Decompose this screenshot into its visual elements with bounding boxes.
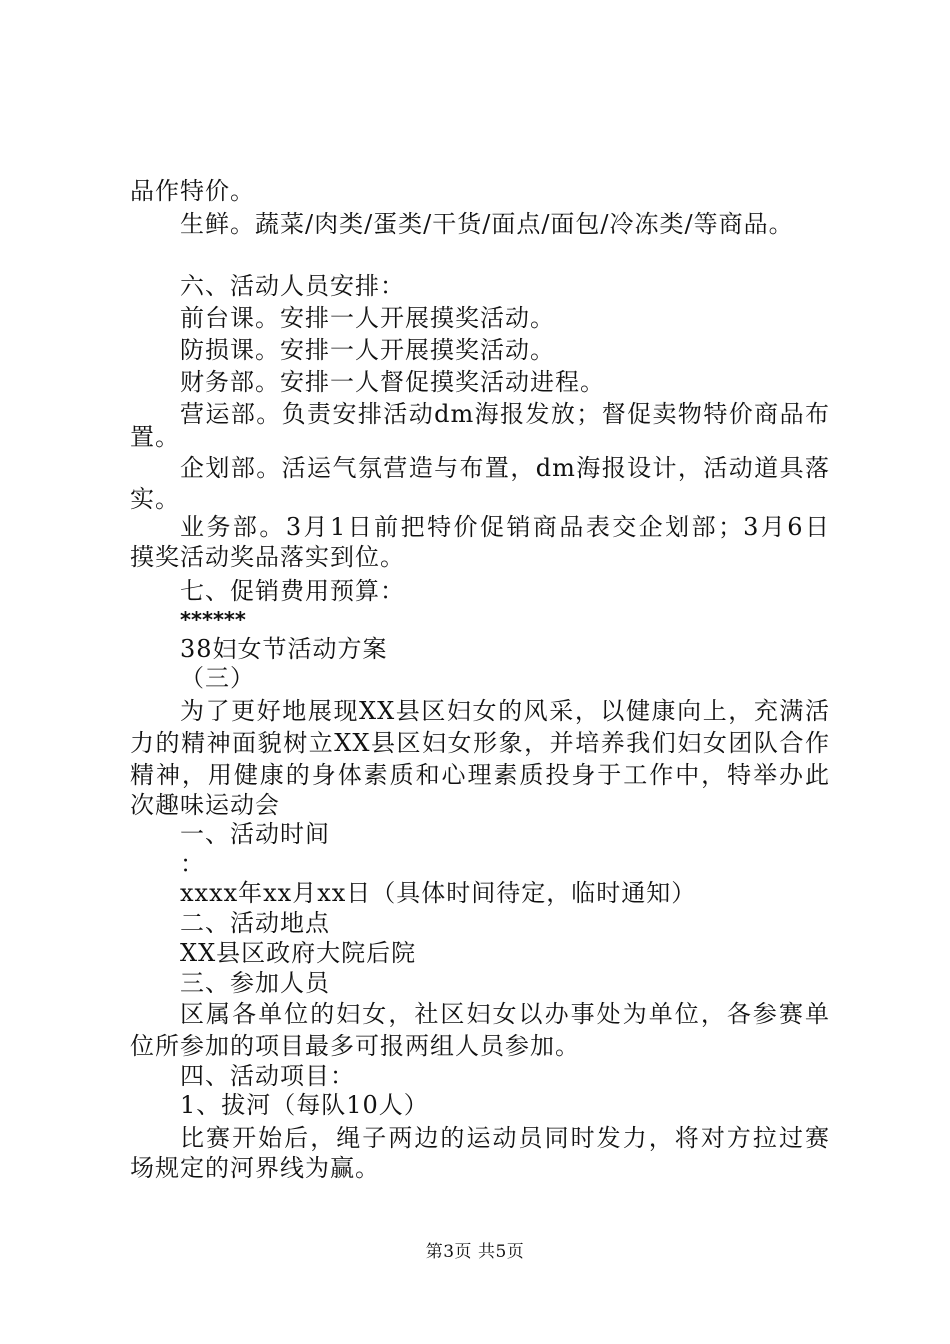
section-heading: 二、活动地点 [180,909,330,937]
text-line: 置。 [130,423,180,451]
document-subtitle: （三） [180,664,255,692]
text-line: 防损课。安排一人开展摸奖活动。 [180,336,555,364]
text-line: 前台课。安排一人开展摸奖活动。 [180,304,555,332]
text-line: xxxx年xx月xx日（具体时间待定，临时通知） [180,879,697,907]
page-number-footer: 第3页 共5页 [425,1242,525,1262]
section-heading: 六、活动人员安排： [180,272,405,300]
text-line: 为了更好地展现XX县区妇女的风采，以健康向上，充满活 [180,697,830,725]
text-line: XX县区政府大院后院 [180,939,417,967]
text-line: 财务部。安排一人督促摸奖活动进程。 [180,368,605,396]
text-line: 生鲜。蔬菜/肉类/蛋类/干货/面点/面包/冷冻类/等商品。 [180,210,794,238]
text-line: 1、拔河（每队10人） [180,1091,429,1119]
text-line: 力的精神面貌树立XX县区妇女形象，并培养我们妇女团队合作 [130,729,830,757]
section-heading: 七、促销费用预算： [180,577,405,605]
text-line: 场规定的河界线为赢。 [130,1154,380,1182]
document-title: 38妇女节活动方案 [180,635,388,663]
text-line: 营运部。负责安排活动dm海报发放；督促卖物特价商品布 [180,400,830,428]
text-line: 摸奖活动奖品落实到位。 [130,543,405,571]
text-line: 实。 [130,485,180,513]
section-heading: 四、活动项目： [180,1062,355,1090]
text-line: 位所参加的项目最多可报两组人员参加。 [130,1032,580,1060]
section-heading: 三、参加人员 [180,969,330,997]
text-line: 比赛开始后，绳子两边的运动员同时发力，将对方拉过赛 [180,1124,830,1152]
text-line: 企划部。活运气氛营造与布置，dm海报设计，活动道具落 [180,454,830,482]
section-heading: 一、活动时间 [180,820,330,848]
text-line: 区属各单位的妇女，社区妇女以办事处为单位，各参赛单 [180,1000,830,1028]
text-line: 精神，用健康的身体素质和心理素质投身于工作中，特举办此 [130,761,830,789]
text-line: ： [180,850,205,878]
text-line: 品作特价。 [130,177,255,205]
text-line: 业务部。3月1日前把特价促销商品表交企划部；3月6日 [180,513,830,541]
budget-placeholder: ****** [180,608,246,632]
text-line: 次趣味运动会 [130,791,280,819]
